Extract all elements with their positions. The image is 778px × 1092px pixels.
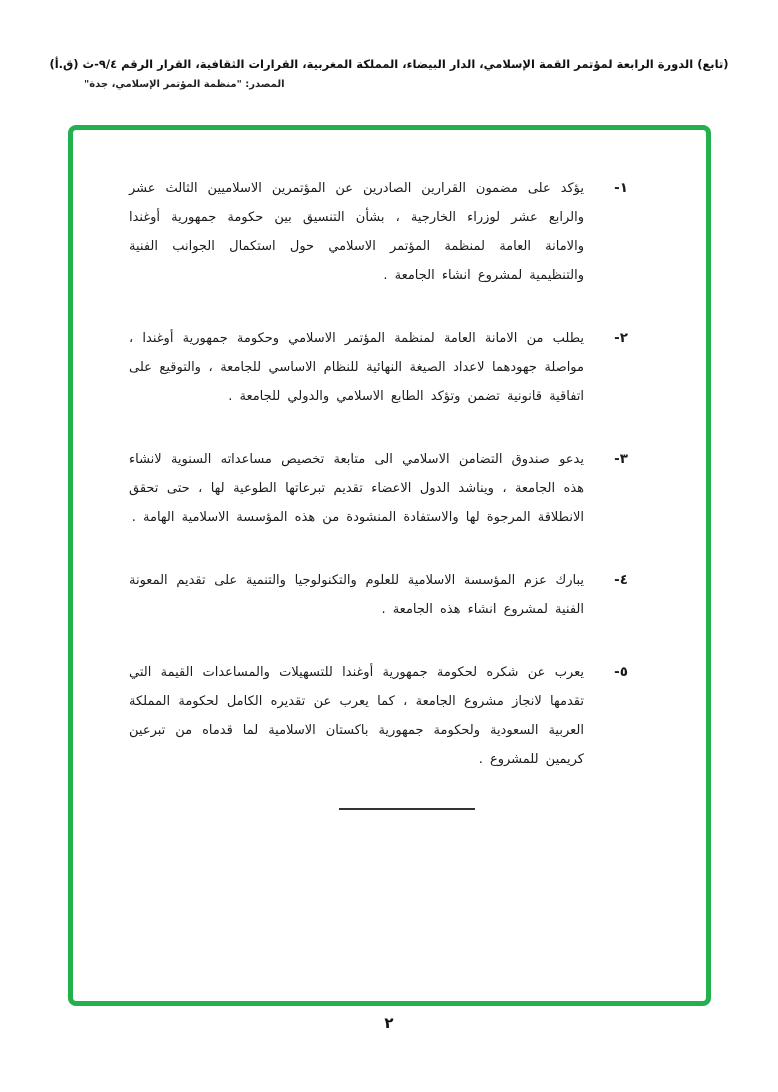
paragraph-number: ٤- xyxy=(614,572,628,588)
page-number: ٢ xyxy=(384,1014,394,1032)
paragraph-text: يبارك عزم المؤسسة الاسلامية للعلوم والتكنولوجيا والتنمية على تقديم المعونة الفنية لمشروع انشاء هذه الجامعة . xyxy=(129,573,584,617)
paragraph-text: يعرب عن شكره لحكومة جمهورية أوغندا للتسهيلات والمساعدات القيمة التي تقدمها لانجاز مشروع الجامعة ، كما يعرب عن تقديره الكامل لحكومة المملكة العربية السعودية ولحكومة جمهورية باكستان الاسلامية لما قدماه من تبرعين كريمين للمشروع . xyxy=(129,665,584,767)
paragraph-number: ٣- xyxy=(614,451,628,467)
paragraph-number: ١- xyxy=(614,180,628,196)
paragraph-text: يؤكد على مضمون القرارين الصادرين عن المؤتمرين الاسلاميين الثالث عشر والرابع عشر لوزراء الخارجية ، بشأن التنسيق بين حكومة جمهورية أوغندا والامانة العامة لمنظمة المؤتمر الاسلامي حول استكمال الجوانب الفنية والتنظيمية لمشروع انشاء الجامعة . xyxy=(129,181,584,283)
paragraph-item xyxy=(129,566,628,624)
divider-line xyxy=(339,808,475,810)
paragraph-text: يدعو صندوق التضامن الاسلامي الى متابعة تخصيص مساعداته السنوية لانشاء هذه الجامعة ، ويناشد الدول الاعضاء تقديم تبرعاتها الطوعية لها ، حتى تحقق الانطلاقة المرجوة لها والاستفادة المنشودة من هذه المؤسسة الاسلامية الهامة . xyxy=(129,452,584,525)
paragraph-item xyxy=(129,658,628,774)
paragraph-item xyxy=(129,324,628,411)
paragraph-number: ٥- xyxy=(614,664,628,680)
document-title: (تابع) الدورة الرابعة لمؤتمر القمة الإسلامي، الدار البيضاء، المملكة المغربية، القرارات الثقافية، القرار الرقم ٩/٤-ث (ق.أ) xyxy=(49,57,729,71)
paragraph-text: يطلب من الامانة العامة لمنظمة المؤتمر الاسلامي وحكومة جمهورية أوغندا ، مواصلة جهودهما لاعداد الصيغة النهائية للنظام الاساسي للجامعة ، والتوقيع على اتفاقية قانونية تضمن وتؤكد الطابع الاسلامي والدولي للجامعة . xyxy=(129,331,584,404)
content-frame xyxy=(68,125,711,1006)
paragraph-number: ٢- xyxy=(614,330,628,346)
source-line: المصدر: "منظمة المؤتمر الإسلامي، جدة" xyxy=(84,79,285,91)
paragraph-item xyxy=(129,174,628,290)
paragraph-item xyxy=(129,445,628,532)
